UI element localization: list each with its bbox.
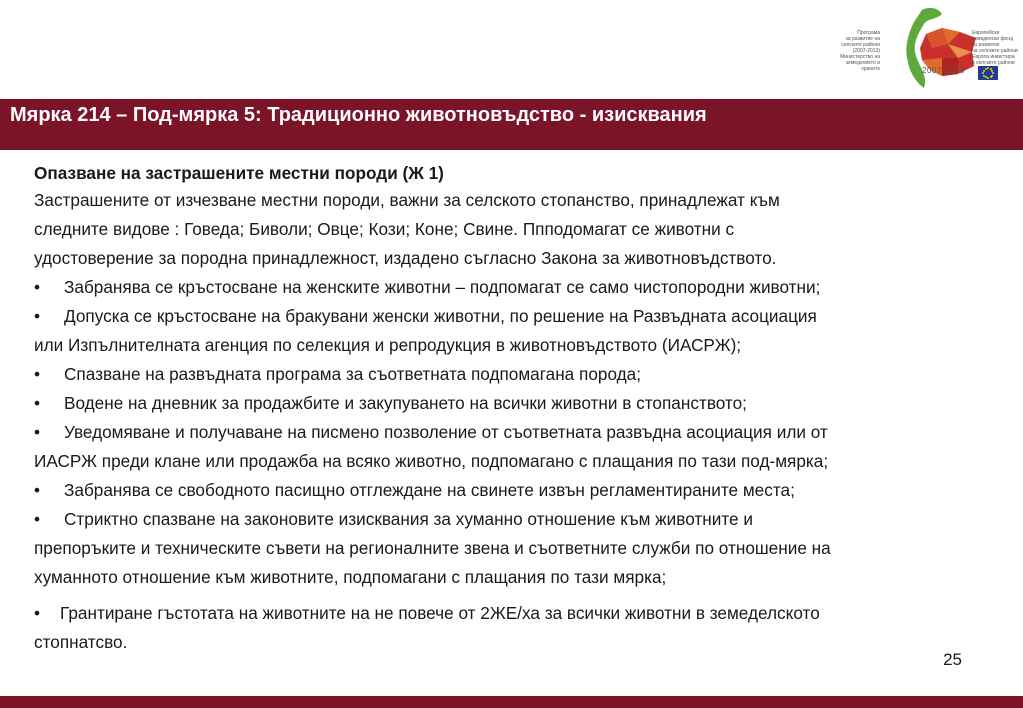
program-logo <box>826 4 1022 96</box>
bullet: • <box>34 393 41 413</box>
text-line <box>34 215 1014 244</box>
eu-star-icon <box>982 72 984 74</box>
bottom-bar <box>0 696 1023 708</box>
list-item <box>34 505 1014 534</box>
list-item-text: Грантиране гъстотата на животните на не повече от 2ЖЕ/ха за всички животни в земеделското <box>60 603 820 623</box>
list-item-text: Спазване на развъдната програма за съответната подпомагана порода; <box>64 364 641 384</box>
text-line <box>34 244 1014 273</box>
logo-years: 2007-2013 <box>922 66 965 75</box>
bullet: • <box>34 603 41 623</box>
eu-star-icon <box>983 70 985 72</box>
logo-left-text: Програма за развитие на селските райони (2007-2013) Министерство на земеделието и храните <box>840 30 880 72</box>
list-item-text: Водене на дневник за продажбите и закупуването на всички животни в стопанството; <box>64 393 747 413</box>
text-line-content: следните видове : Говеда; Биволи; Овце; Кози; Коне; Свине. Ппподомагат се животни с <box>34 219 735 239</box>
list-item <box>34 476 1014 505</box>
text-line-content: препоръките и техническите съвети на регионалните звена и съответните служби по отношение на <box>34 538 831 558</box>
section-heading: Опазване на застрашените местни породи (Ж 1) <box>34 163 444 183</box>
list-item-text: Допуска се кръстосване на бракувани женски животни, по решение на Развъдната асоциация <box>64 306 817 326</box>
text-line <box>34 447 1014 476</box>
list-item <box>34 389 1014 418</box>
bullet: • <box>34 480 41 500</box>
text-line-content: Застрашените от изчезване местни породи, важни за селското стопанство, принадлежат към <box>34 190 780 210</box>
body-lines <box>34 186 1014 592</box>
list-item-text: Уведомяване и получаване на писмено позволение от съответната развъдна асоциация или от <box>64 422 828 442</box>
bulgaria-map-logo <box>882 4 982 96</box>
bullet: • <box>34 277 41 297</box>
list-item <box>34 418 1014 447</box>
list-item-text: Забранява се кръстосване на женските животни – подпомагат се само чистопородни животни; <box>64 277 821 297</box>
eu-flag-icon <box>978 66 998 80</box>
text-line <box>34 534 1014 563</box>
eu-star-icon <box>992 72 994 74</box>
list-item-continuation: стопнатсво. <box>34 632 128 652</box>
text-line-content: удостоверение за породна принадлежност, издадено съгласно Закона за животновъдството. <box>34 248 777 268</box>
eu-star-icon <box>987 77 989 79</box>
list-item <box>34 360 1014 389</box>
bullet: • <box>34 509 41 529</box>
bullet: • <box>34 306 41 326</box>
bullet: • <box>34 364 41 384</box>
text-line-content: ИАСРЖ преди клане или продажба на всяко животно, подпомагано с плащания по тази под-мярка; <box>34 451 829 471</box>
eu-star-icon <box>983 75 985 77</box>
eu-star-icon <box>991 75 993 77</box>
bullet: • <box>34 422 41 442</box>
page-number: 25 <box>943 650 962 669</box>
eu-star-icon <box>990 76 992 78</box>
text-line-content: или Изпълнителната агенция по селекция и репродукция в животновъдството (ИАСРЖ); <box>34 335 742 355</box>
slide-title: Мярка 214 – Под-мярка 5: Традиционно животновъдство - изисквания <box>10 104 707 126</box>
text-line <box>34 563 1014 592</box>
list-item <box>34 302 1014 331</box>
list-item <box>34 273 1014 302</box>
list-item-text: Стриктно спазване на законовите изисквания за хуманно отношение към животните и <box>64 509 753 529</box>
text-line <box>34 186 1014 215</box>
slide-body <box>34 160 1014 657</box>
eu-star-icon <box>987 67 989 69</box>
text-line-content: хуманното отношение към животните, подпомагани с плащания по тази мярка; <box>34 567 667 587</box>
text-line <box>34 331 1014 360</box>
list-item-text: Забранява се свободното пасищно отглеждане на свинете извън регламентираните места; <box>64 480 795 500</box>
logo-right-text: Европейски земеделски фонд за развитие на селските райони: Европа инвестира в селските райони <box>972 30 1019 66</box>
last-bullet-paragraph <box>34 599 1014 657</box>
list-item <box>34 599 1014 628</box>
